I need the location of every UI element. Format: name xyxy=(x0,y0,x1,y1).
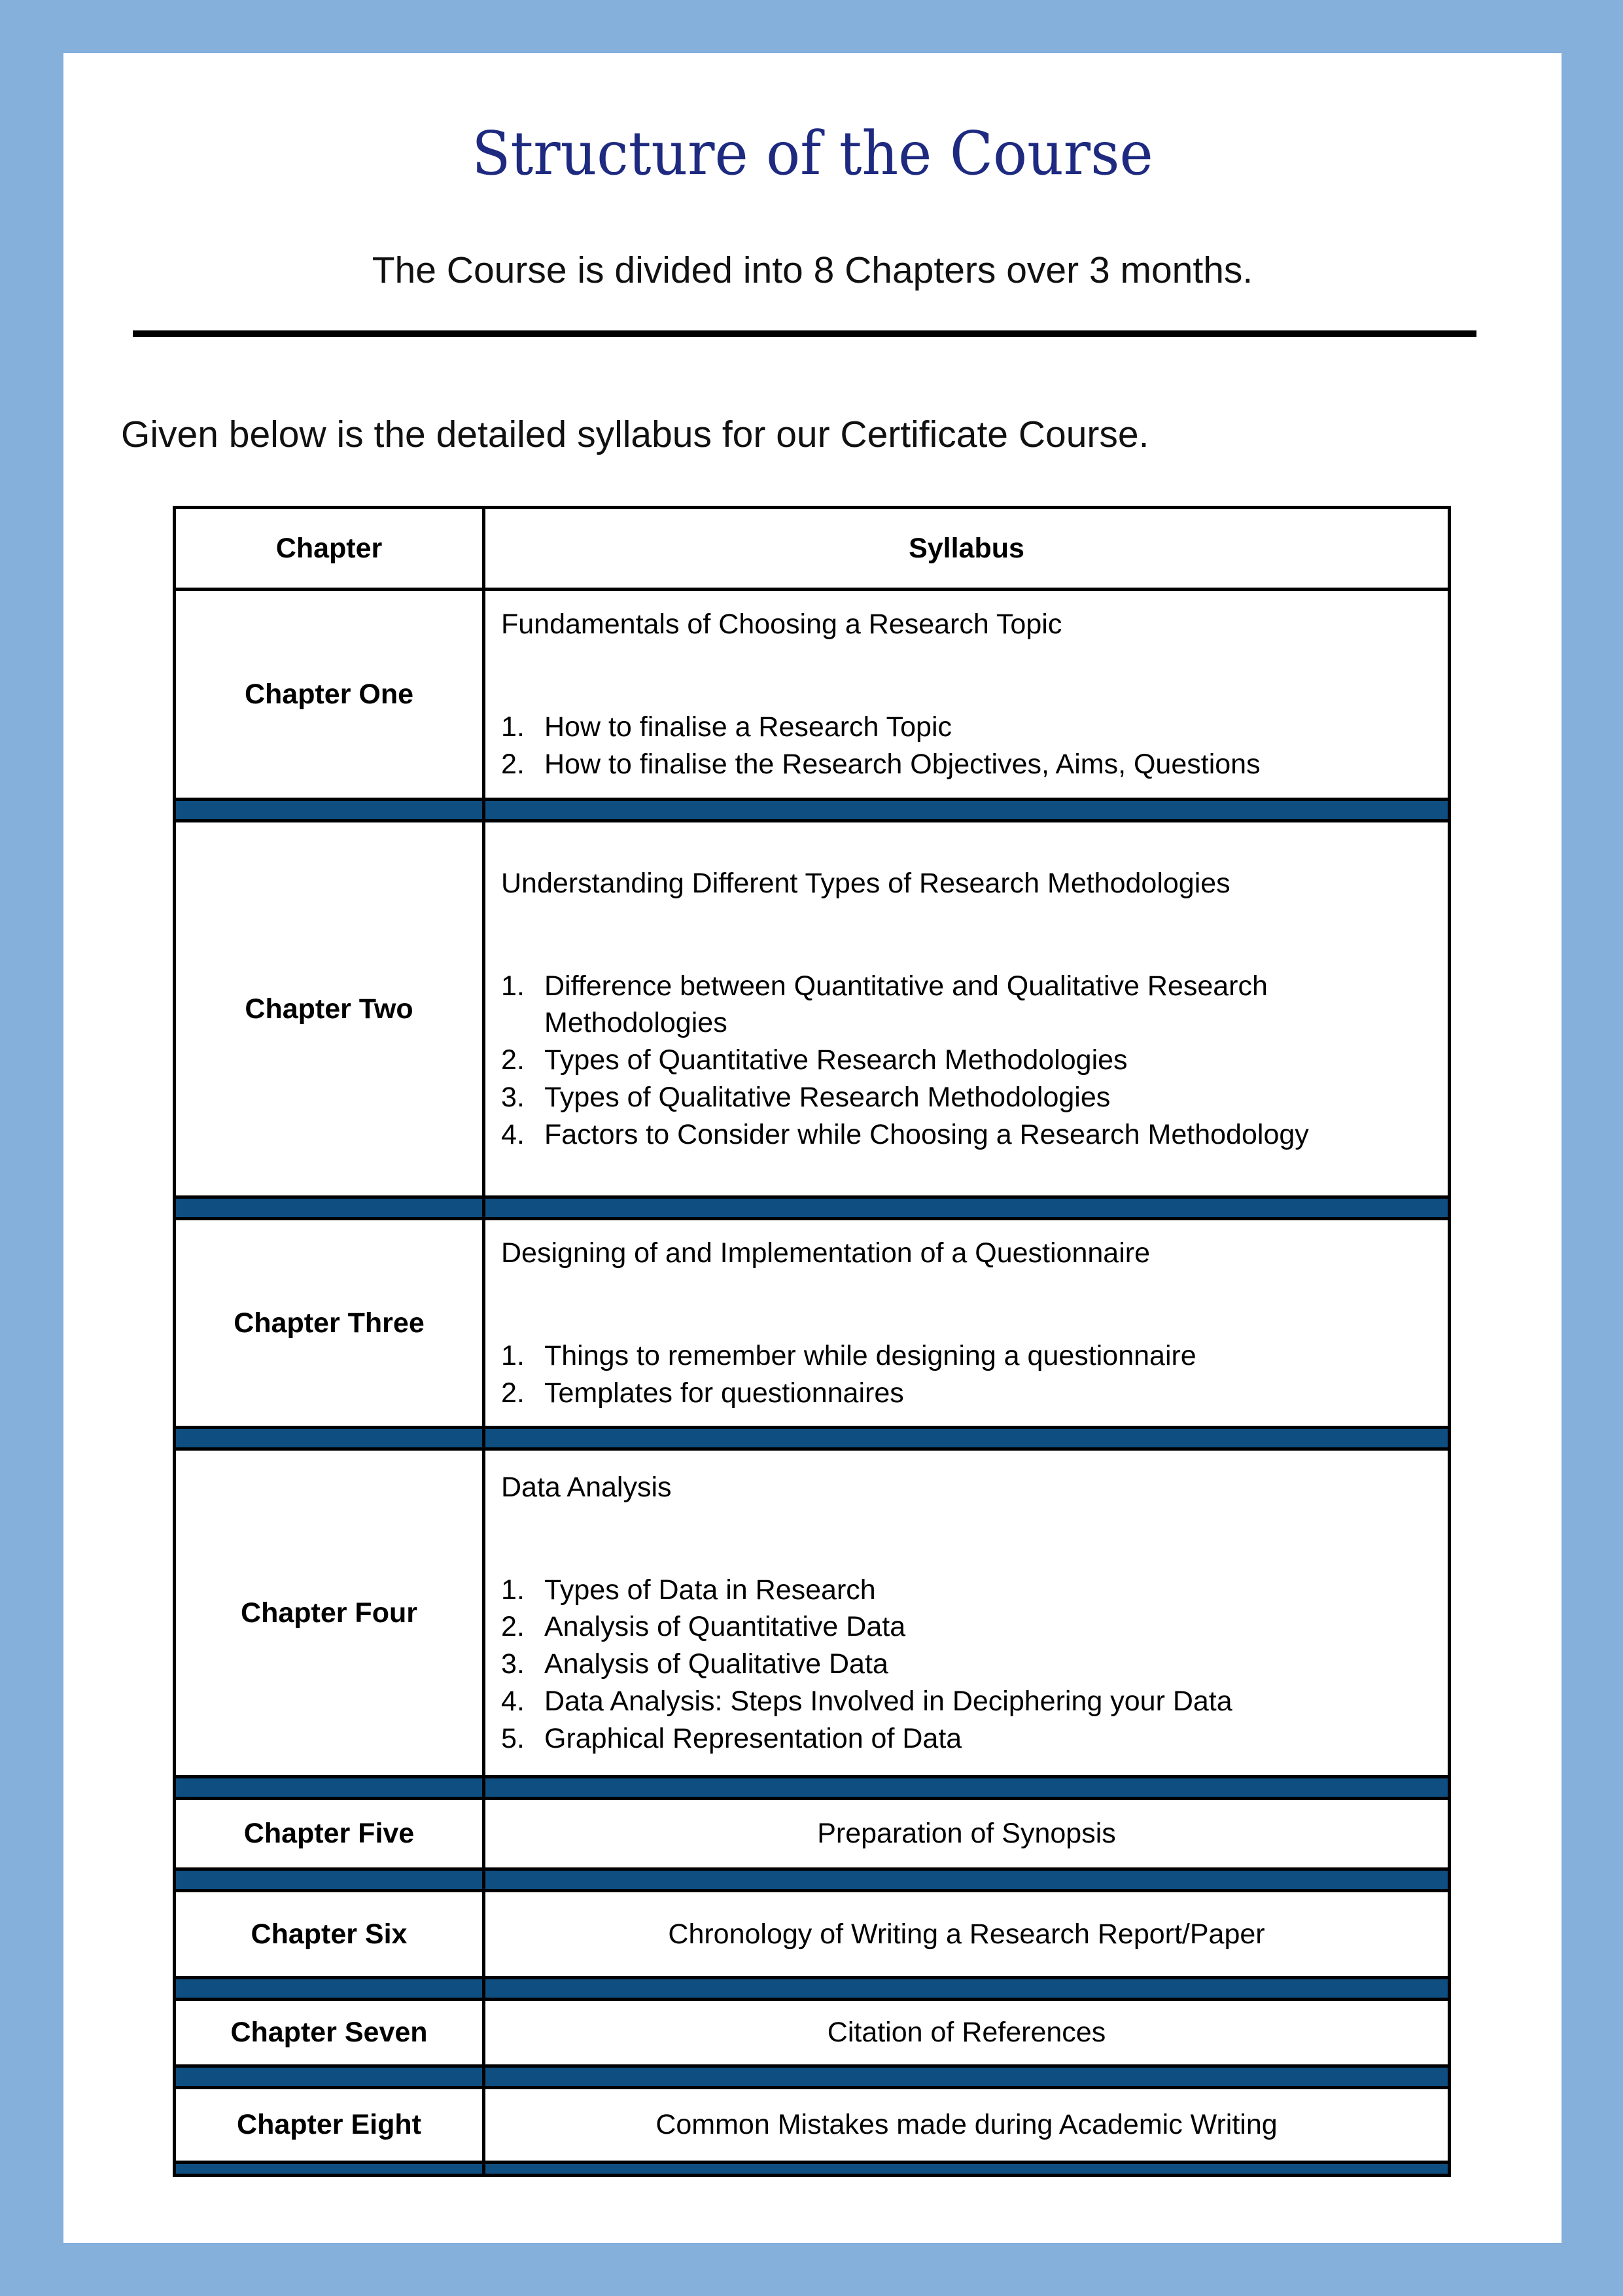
separator-cell xyxy=(484,1978,1450,2000)
syllabus-item xyxy=(501,1646,1432,1683)
syllabus-item xyxy=(501,1337,1432,1375)
separator-cell xyxy=(175,1978,484,2000)
syllabus-item-text: Types of Data in Research xyxy=(544,1574,876,1606)
syllabus-heading: Fundamentals of Choosing a Research Topic xyxy=(501,609,1062,641)
separator-row xyxy=(175,1777,1450,1799)
syllabus-item-text: How to finalise the Research Objectives, Aims, Questions xyxy=(544,748,1261,780)
syllabus-item-text: How to finalise a Research Topic xyxy=(544,711,952,743)
table-row xyxy=(175,590,1450,800)
syllabus-single-topic: Citation of References xyxy=(827,2017,1106,2049)
syllabus-item xyxy=(501,746,1432,783)
syllabus-item-number: 1. xyxy=(501,1574,525,1606)
syllabus-item-number: 4. xyxy=(501,1118,525,1150)
syllabus-item-number: 1. xyxy=(501,1339,525,1371)
syllabus-item xyxy=(501,1608,1432,1646)
chapter-cell: Chapter Eight xyxy=(175,2087,484,2162)
syllabus-topic-list xyxy=(501,1572,1432,1757)
separator-row xyxy=(175,1978,1450,2000)
syllabus-item xyxy=(501,709,1432,746)
horizontal-rule xyxy=(133,330,1476,337)
page xyxy=(63,53,1562,2243)
syllabus-topic-list xyxy=(501,1337,1432,1412)
page-title-text: Structure of the Course xyxy=(472,118,1153,188)
separator-cell xyxy=(175,2066,484,2087)
syllabus-item xyxy=(501,1042,1432,1079)
chapter-cell: Chapter Three xyxy=(175,1219,484,1428)
syllabus-single-topic: Common Mistakes made during Academic Writing xyxy=(655,2109,1278,2141)
separator-cell xyxy=(484,800,1450,821)
syllabus-item-text: Types of Quantitative Research Methodologies xyxy=(544,1044,1128,1076)
syllabus-item-text: Factors to Consider while Choosing a Research Methodology xyxy=(544,1118,1309,1150)
syllabus-item-number: 2. xyxy=(501,1611,525,1643)
syllabus-cell xyxy=(484,821,1450,1197)
syllabus-item-text: Analysis of Qualitative Data xyxy=(544,1648,888,1680)
table-header-row xyxy=(175,508,1450,590)
syllabus-item-number: 5. xyxy=(501,1722,525,1754)
chapter-cell: Chapter Five xyxy=(175,1799,484,1869)
syllabus-item xyxy=(501,1720,1432,1757)
syllabus-cell xyxy=(484,1799,1450,1869)
separator-cell xyxy=(484,1869,1450,1891)
syllabus-item-text: Analysis of Quantitative Data xyxy=(544,1611,906,1643)
chapter-cell: Chapter Seven xyxy=(175,2000,484,2066)
separator-cell xyxy=(175,2162,484,2175)
syllabus-item xyxy=(501,1116,1432,1154)
syllabus-item-number: 2. xyxy=(501,1044,525,1076)
syllabus-item-number: 4. xyxy=(501,1685,525,1717)
separator-row xyxy=(175,2162,1450,2175)
syllabus-item-number: 2. xyxy=(501,748,525,780)
syllabus-cell xyxy=(484,1219,1450,1428)
syllabus-heading: Understanding Different Types of Research Methodologies xyxy=(501,867,1230,899)
syllabus-topic-list xyxy=(501,709,1432,783)
page-subtitle: The Course is divided into 8 Chapters over 3 months. xyxy=(372,249,1253,291)
table-row xyxy=(175,1891,1450,1978)
syllabus-cell xyxy=(484,2000,1450,2066)
syllabus-item-text: Graphical Representation of Data xyxy=(544,1722,962,1754)
table-row xyxy=(175,821,1450,1197)
syllabus-heading: Data Analysis xyxy=(501,1471,672,1503)
syllabus-item-text: Things to remember while designing a questionnaire xyxy=(544,1339,1196,1371)
syllabus-item-number: 1. xyxy=(501,711,525,743)
syllabus-item-text: Types of Qualitative Research Methodologies xyxy=(544,1081,1111,1113)
syllabus-cell xyxy=(484,590,1450,800)
syllabus-table xyxy=(173,506,1451,2177)
syllabus-item xyxy=(501,1572,1432,1609)
separator-cell xyxy=(175,1428,484,1449)
syllabus-item-text: Templates for questionnaires xyxy=(544,1377,904,1409)
table-row xyxy=(175,1219,1450,1428)
syllabus-item xyxy=(501,968,1432,1042)
syllabus-item-text: Difference between Quantitative and Qualitative Research Methodologies xyxy=(544,970,1268,1039)
syllabus-topic-list xyxy=(501,968,1432,1154)
syllabus-item-number: 3. xyxy=(501,1081,525,1113)
syllabus-cell xyxy=(484,1449,1450,1777)
chapter-cell: Chapter Two xyxy=(175,821,484,1197)
syllabus-item xyxy=(501,1079,1432,1116)
page-title xyxy=(63,116,1562,191)
syllabus-single-topic: Preparation of Synopsis xyxy=(817,1818,1116,1850)
separator-cell xyxy=(175,800,484,821)
chapter-cell: Chapter One xyxy=(175,590,484,800)
separator-row xyxy=(175,1197,1450,1219)
syllabus-item xyxy=(501,1375,1432,1412)
separator-row xyxy=(175,1428,1450,1449)
intro-text: Given below is the detailed syllabus for our Certificate Course. xyxy=(121,414,1149,456)
chapter-cell: Chapter Six xyxy=(175,1891,484,1978)
column-header-chapter: Chapter xyxy=(175,508,484,590)
syllabus-heading: Designing of and Implementation of a Questionnaire xyxy=(501,1237,1151,1269)
syllabus-table-body xyxy=(175,508,1450,2176)
separator-row xyxy=(175,800,1450,821)
table-row xyxy=(175,1449,1450,1777)
separator-cell xyxy=(175,1869,484,1891)
syllabus-single-topic: Chronology of Writing a Research Report/Paper xyxy=(668,1918,1265,1950)
table-row xyxy=(175,2000,1450,2066)
table-row xyxy=(175,1799,1450,1869)
column-header-syllabus: Syllabus xyxy=(484,508,1450,590)
syllabus-cell xyxy=(484,2087,1450,2162)
separator-cell xyxy=(175,1197,484,1219)
syllabus-item-number: 1. xyxy=(501,970,525,1002)
table-row xyxy=(175,2087,1450,2162)
separator-row xyxy=(175,2066,1450,2087)
separator-cell xyxy=(484,2162,1450,2175)
separator-cell xyxy=(484,1777,1450,1799)
separator-cell xyxy=(484,1428,1450,1449)
syllabus-item-number: 2. xyxy=(501,1377,525,1409)
syllabus-cell xyxy=(484,1891,1450,1978)
syllabus-item-text: Data Analysis: Steps Involved in Deciphering your Data xyxy=(544,1685,1232,1717)
syllabus-item-number: 3. xyxy=(501,1648,525,1680)
separator-cell xyxy=(175,1777,484,1799)
separator-cell xyxy=(484,2066,1450,2087)
chapter-cell: Chapter Four xyxy=(175,1449,484,1777)
separator-row xyxy=(175,1869,1450,1891)
separator-cell xyxy=(484,1197,1450,1219)
syllabus-item xyxy=(501,1683,1432,1720)
